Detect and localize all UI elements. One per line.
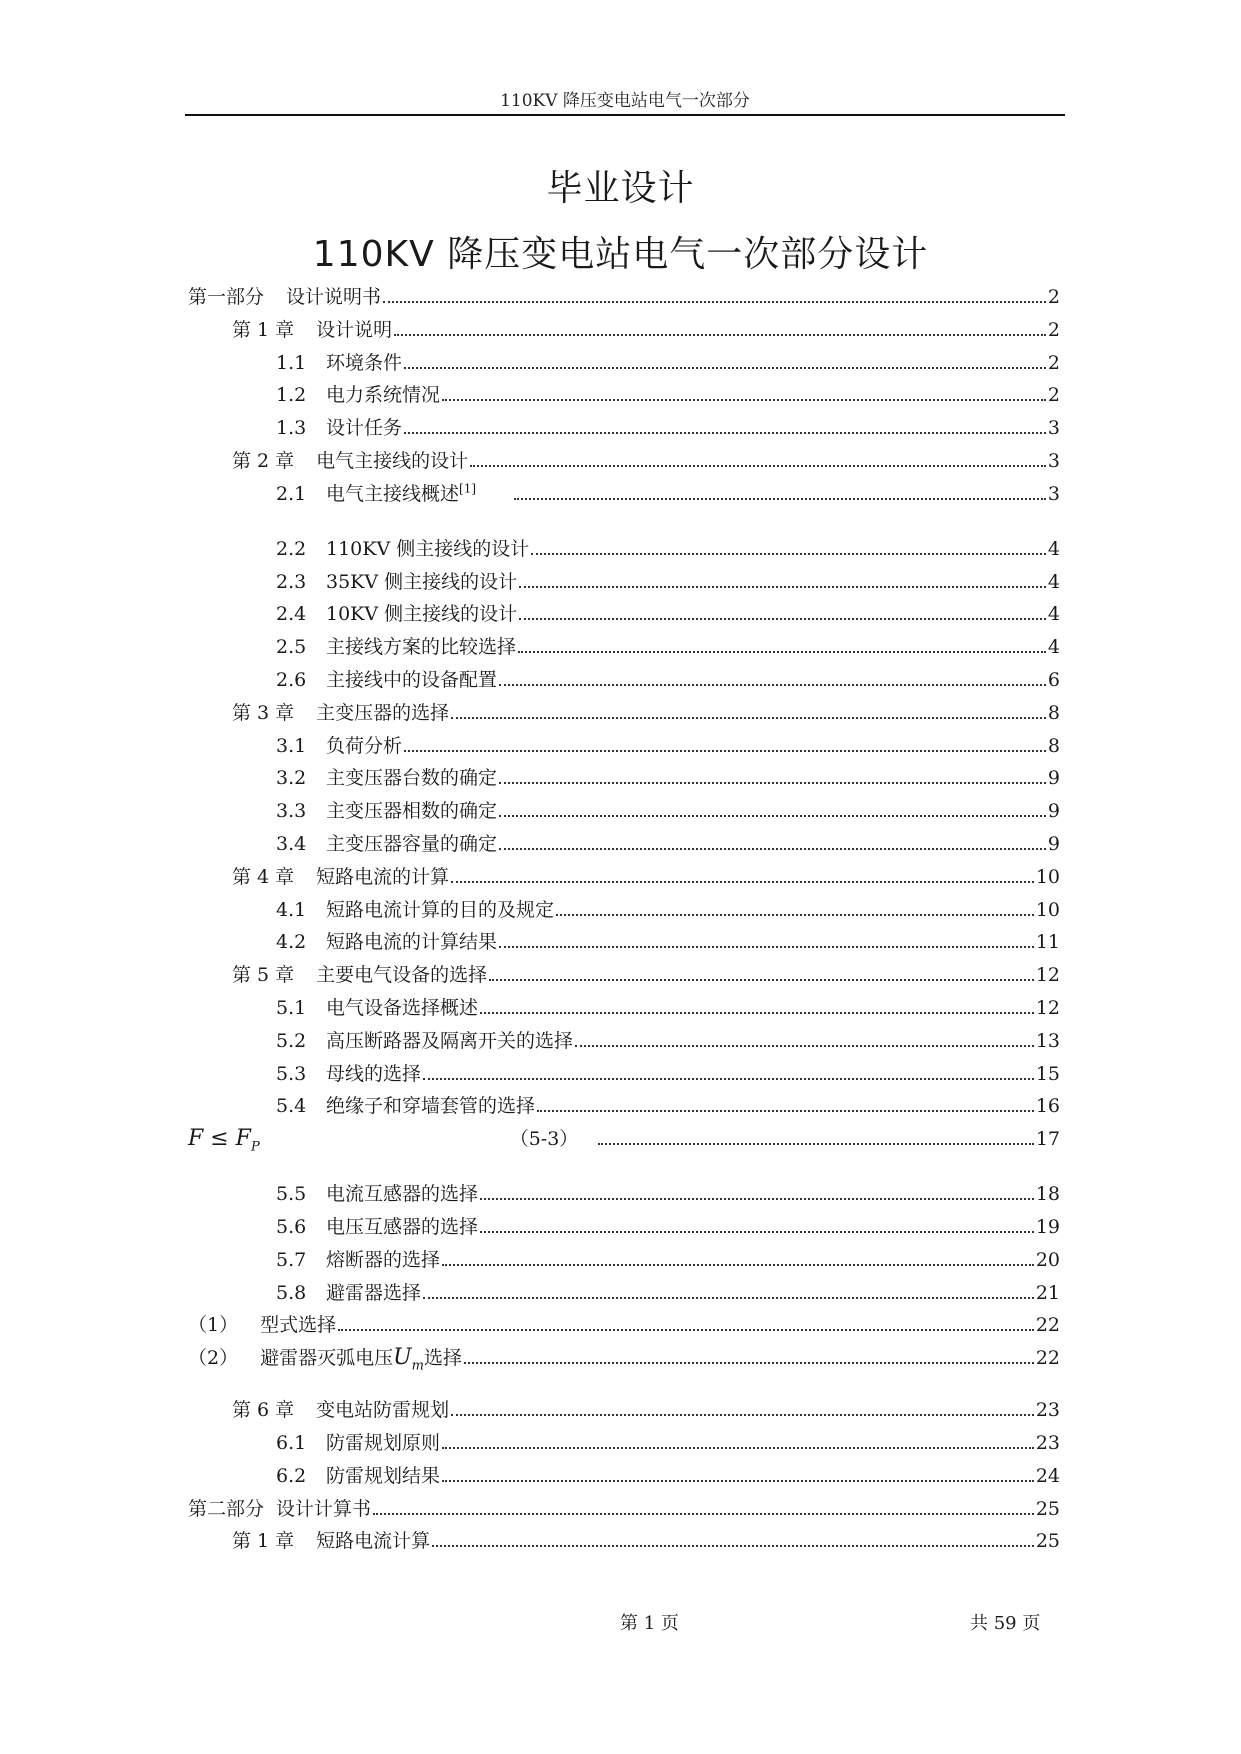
- toc-page: 4: [1047, 636, 1060, 659]
- toc-number: 2.4: [276, 603, 307, 626]
- table-of-contents: [188, 282, 1060, 1559]
- toc-label: 主变压器相数的确定: [326, 800, 498, 823]
- toc-entry[interactable]: [188, 993, 1060, 1026]
- toc-leader: [451, 716, 1046, 719]
- toc-number: 6.1: [276, 1431, 307, 1454]
- toc-leader: [338, 1328, 1034, 1331]
- toc-number: 3.3: [276, 800, 307, 823]
- toc-entry[interactable]: [188, 1526, 1060, 1559]
- symbol-um: $U_m$: [393, 1345, 424, 1374]
- toc-number: 第二部分: [188, 1497, 265, 1520]
- toc-number: 5.5: [276, 1183, 307, 1206]
- toc-leader: [451, 880, 1034, 883]
- toc-page: 2: [1047, 318, 1060, 341]
- toc-page: 9: [1047, 767, 1060, 790]
- toc-leader: [518, 650, 1046, 653]
- toc-label: 电气主接线的设计: [316, 449, 469, 472]
- toc-number: 第 6 章: [232, 1399, 295, 1422]
- toc-label: 电力系统情况: [326, 384, 441, 407]
- toc-page: 12: [1035, 996, 1060, 1019]
- equation: $F \le F_P$: [188, 1126, 260, 1155]
- toc-label: 设计任务: [326, 417, 403, 440]
- toc-page: 19: [1035, 1215, 1060, 1238]
- toc-leader: [404, 366, 1046, 369]
- toc-label: 防雷规划结果: [326, 1464, 441, 1487]
- toc-number: 5.8: [276, 1281, 307, 1304]
- toc-label: 避雷器选择: [326, 1281, 422, 1304]
- toc-page: 11: [1035, 931, 1060, 954]
- toc-page: 23: [1035, 1431, 1060, 1454]
- document-title: 毕业设计: [546, 168, 695, 209]
- toc-entry[interactable]: [188, 698, 1060, 731]
- toc-label: 熔断器的选择: [326, 1248, 441, 1271]
- toc-label: 环境条件: [326, 351, 403, 374]
- toc-page: 9: [1047, 832, 1060, 855]
- toc-entry[interactable]: [188, 348, 1060, 381]
- toc-leader: [537, 1109, 1034, 1112]
- toc-page: 21: [1035, 1281, 1060, 1304]
- toc-page: 16: [1035, 1095, 1060, 1118]
- toc-leader: [598, 1142, 1034, 1145]
- toc-label: 主变压器容量的确定: [326, 832, 498, 855]
- toc-page: 20: [1035, 1248, 1060, 1271]
- toc-page: 25: [1035, 1497, 1060, 1520]
- toc-number: 第 2 章: [232, 449, 295, 472]
- toc-page: 24: [1035, 1464, 1060, 1487]
- toc-entry[interactable]: [188, 1179, 1060, 1212]
- toc-leader: [499, 814, 1046, 817]
- toc-number: 4.2: [276, 931, 307, 954]
- toc-leader: [499, 683, 1046, 686]
- toc-leader: [442, 398, 1046, 401]
- toc-label: 主接线中的设备配置: [326, 668, 498, 691]
- toc-label: 负荷分析: [326, 734, 403, 757]
- toc-number: 5.7: [276, 1248, 307, 1271]
- toc-leader: [480, 1197, 1034, 1200]
- toc-number: 第 3 章: [232, 701, 295, 724]
- toc-entry[interactable]: [188, 1428, 1060, 1461]
- toc-number: 5.1: [276, 996, 307, 1019]
- toc-page: 3: [1047, 417, 1060, 440]
- toc-label: 高压断路器及隔离开关的选择: [326, 1029, 574, 1052]
- toc-number: 1.2: [276, 384, 307, 407]
- toc-entry[interactable]: [188, 1395, 1060, 1428]
- toc-page: 13: [1035, 1029, 1060, 1052]
- toc-number: （1）: [188, 1314, 239, 1337]
- toc-label: 主变压器台数的确定: [326, 767, 498, 790]
- toc-label: 主变压器的选择: [316, 701, 450, 724]
- toc-entry[interactable]: [188, 534, 1060, 567]
- toc-number: 第一部分: [188, 286, 265, 308]
- toc-label: 短路电流的计算: [316, 865, 450, 888]
- toc-page: 2: [1047, 384, 1060, 407]
- toc-leader: [470, 464, 1046, 467]
- toc-label: 型式选择: [260, 1314, 337, 1337]
- running-header: 110KV 降压变电站电气一次部分: [500, 91, 750, 111]
- toc-page: 8: [1047, 734, 1060, 757]
- toc-label: 防雷规划原则: [326, 1431, 441, 1454]
- toc-leader: [423, 1296, 1034, 1299]
- toc-page: 8: [1047, 701, 1060, 724]
- toc-number: 2.2: [276, 537, 307, 560]
- toc-number: 5.3: [276, 1062, 307, 1085]
- toc-page: 10: [1035, 898, 1060, 921]
- toc-label: 短路电流的计算结果: [326, 931, 498, 954]
- toc-page: 3: [1047, 482, 1060, 505]
- toc-leader: [514, 497, 1046, 500]
- toc-page: 25: [1035, 1530, 1060, 1553]
- toc-entry[interactable]: [188, 763, 1060, 796]
- toc-label: 设计说明: [316, 318, 393, 341]
- toc-leader: [442, 1479, 1034, 1482]
- toc-leader: [519, 617, 1046, 620]
- toc-entry[interactable]: [188, 567, 1060, 600]
- toc-leader: [575, 1044, 1034, 1047]
- toc-number: 2.6: [276, 668, 307, 691]
- toc-leader: [519, 585, 1046, 588]
- toc-entry[interactable]: [188, 895, 1060, 928]
- toc-label: 主接线方案的比较选择: [326, 636, 517, 659]
- toc-label: 电压互感器的选择: [326, 1215, 479, 1238]
- toc-leader: [442, 1446, 1034, 1449]
- toc-number: 1.3: [276, 417, 307, 440]
- toc-page: 23: [1035, 1399, 1060, 1422]
- toc-leader: [451, 1413, 1034, 1416]
- toc-entry[interactable]: [188, 731, 1060, 764]
- toc-leader: [531, 552, 1046, 555]
- toc-page: 12: [1035, 964, 1060, 987]
- toc-entry[interactable]: [188, 829, 1060, 862]
- toc-number: 1.1: [276, 351, 307, 374]
- toc-leader: [423, 1077, 1034, 1080]
- toc-label: 变电站防雷规划: [316, 1399, 450, 1422]
- toc-entry[interactable]: [188, 927, 1060, 960]
- toc-label: 电流互感器的选择: [326, 1183, 479, 1206]
- document-subtitle: 110KV 降压变电站电气一次部分设计: [312, 234, 929, 275]
- toc-leader: [383, 300, 1046, 303]
- toc-entry[interactable]: [188, 1461, 1060, 1494]
- toc-number: 第 1 章: [232, 1530, 295, 1553]
- toc-leader: [464, 1361, 1034, 1364]
- total-pages: 共 59 页: [970, 1613, 1041, 1634]
- toc-number: 4.1: [276, 898, 307, 921]
- toc-leader: [442, 1263, 1034, 1266]
- toc-entry[interactable]: [188, 665, 1060, 698]
- toc-number: 3.2: [276, 767, 307, 790]
- toc-leader: [480, 1011, 1034, 1014]
- toc-number: 6.2: [276, 1464, 307, 1487]
- toc-entry[interactable]: [188, 446, 1060, 479]
- citation-marker: [1]: [459, 481, 477, 496]
- toc-label: 母线的选择: [326, 1062, 422, 1085]
- toc-leader: [394, 333, 1046, 336]
- toc-number: 3.1: [276, 734, 307, 757]
- toc-entry[interactable]: [188, 599, 1060, 632]
- toc-label: 电气主接线概述[1]: [326, 481, 477, 505]
- toc-page: 4: [1047, 537, 1060, 560]
- toc-entry[interactable]: [188, 282, 1060, 315]
- toc-page: 18: [1035, 1183, 1060, 1206]
- toc-entry[interactable]: [188, 1059, 1060, 1092]
- toc-entry[interactable]: [188, 1212, 1060, 1245]
- toc-leader: [404, 749, 1046, 752]
- toc-label: 电气设备选择概述: [326, 996, 479, 1019]
- toc-entry[interactable]: [188, 960, 1060, 993]
- toc-entry[interactable]: [188, 479, 1060, 534]
- toc-label: 110KV 侧主接线的设计: [326, 537, 530, 560]
- toc-number: 2.5: [276, 636, 307, 659]
- toc-entry[interactable]: [188, 380, 1060, 413]
- toc-leader: [373, 1512, 1034, 1515]
- toc-entry[interactable]: [188, 796, 1060, 829]
- toc-number: 第 4 章: [232, 865, 295, 888]
- toc-entry[interactable]: [188, 315, 1060, 348]
- header-rule: [185, 114, 1065, 116]
- toc-page: 3: [1047, 449, 1060, 472]
- toc-page: 4: [1047, 603, 1060, 626]
- toc-page: 6: [1047, 668, 1060, 691]
- toc-label: 35KV 侧主接线的设计: [326, 570, 518, 593]
- toc-entry[interactable]: [188, 862, 1060, 895]
- toc-number: 第 1 章: [232, 318, 295, 341]
- toc-page: 10: [1035, 865, 1060, 888]
- toc-entry[interactable]: [188, 413, 1060, 446]
- toc-number: 3.4: [276, 832, 307, 855]
- toc-page: 2: [1047, 351, 1060, 374]
- toc-entry[interactable]: [188, 1026, 1060, 1059]
- toc-number: 5.2: [276, 1029, 307, 1052]
- toc-number: 5.4: [276, 1095, 307, 1118]
- toc-label: 避雷器灭弧电压$U_m$选择: [260, 1345, 462, 1374]
- toc-leader: [499, 847, 1046, 850]
- toc-number: 第 5 章: [232, 964, 295, 987]
- toc-leader: [499, 781, 1046, 784]
- toc-label: 设计说明书: [286, 286, 382, 308]
- equation-number: （5-3）: [509, 1128, 579, 1151]
- toc-label: 短路电流计算: [316, 1530, 431, 1553]
- toc-entry[interactable]: [188, 1343, 1060, 1395]
- toc-page: 17: [1035, 1128, 1060, 1151]
- page-number: 第 1 页: [620, 1613, 679, 1634]
- toc-page: 4: [1047, 570, 1060, 593]
- toc-leader: [489, 978, 1034, 981]
- toc-label: 10KV 侧主接线的设计: [326, 603, 518, 626]
- toc-entry[interactable]: [188, 1310, 1060, 1343]
- toc-page: 22: [1035, 1314, 1060, 1337]
- toc-entry[interactable]: [188, 1278, 1060, 1311]
- toc-entry-equation[interactable]: [188, 1124, 1060, 1179]
- toc-number: 5.6: [276, 1215, 307, 1238]
- toc-entry[interactable]: [188, 1091, 1060, 1124]
- toc-entry[interactable]: [188, 1245, 1060, 1278]
- toc-label: 短路电流计算的目的及规定: [326, 898, 555, 921]
- toc-number: 2.1: [276, 482, 307, 505]
- toc-leader: [480, 1230, 1034, 1233]
- toc-entry[interactable]: [188, 632, 1060, 665]
- toc-page: 9: [1047, 800, 1060, 823]
- toc-label: 绝缘子和穿墙套管的选择: [326, 1095, 536, 1118]
- toc-number: （2）: [188, 1347, 239, 1370]
- toc-page: 2: [1047, 286, 1060, 308]
- toc-page: 15: [1035, 1062, 1060, 1085]
- toc-page: 22: [1035, 1347, 1060, 1370]
- toc-leader: [432, 1544, 1034, 1547]
- toc-number: 2.3: [276, 570, 307, 593]
- toc-entry[interactable]: [188, 1494, 1060, 1527]
- toc-leader: [499, 945, 1034, 948]
- toc-leader: [404, 431, 1046, 434]
- toc-label: 设计计算书: [276, 1497, 372, 1520]
- toc-label: 主要电气设备的选择: [316, 964, 488, 987]
- toc-leader: [556, 913, 1034, 916]
